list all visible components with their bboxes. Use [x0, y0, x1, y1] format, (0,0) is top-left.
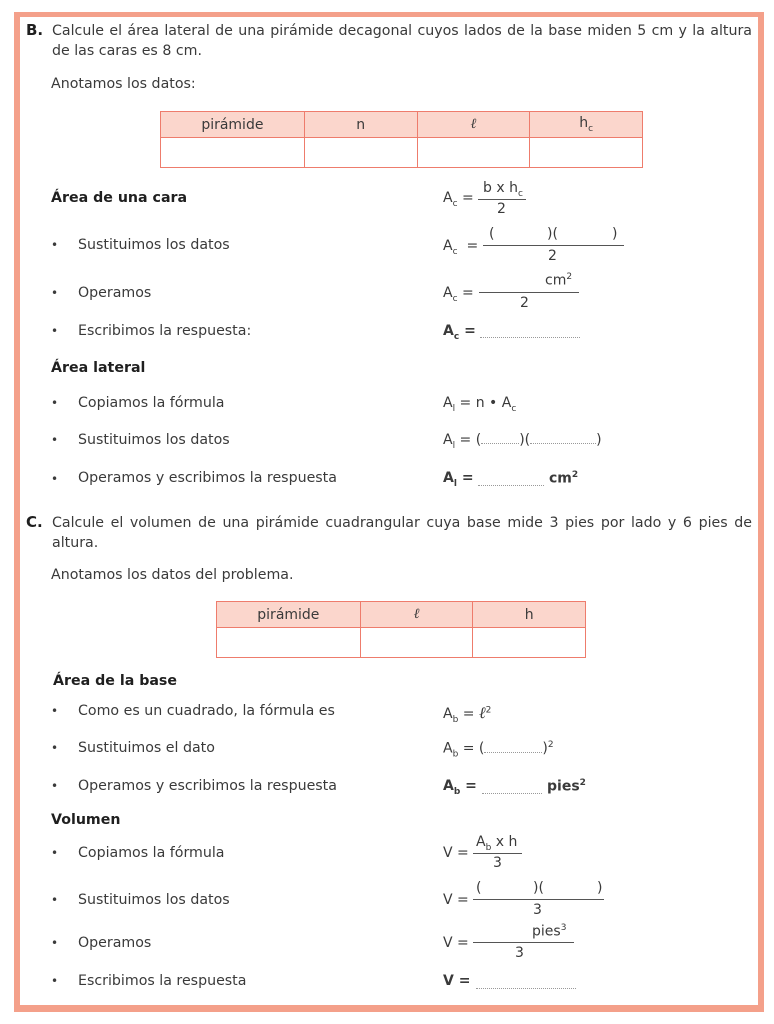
answer-ab: $A_b$ =: [443, 778, 477, 797]
blank-n[interactable]: [481, 432, 519, 444]
substitution-al: $A_l$ = ( )( ): [443, 432, 602, 451]
question-c-intro: Anotamos los datos del problema.: [51, 567, 294, 583]
step-label: Sustituimos el dato: [78, 740, 215, 756]
heading-area-lateral: Área lateral: [51, 360, 146, 376]
col-header-piramide: pirámide: [161, 112, 305, 138]
step-lhs: $A_c$ =: [443, 285, 474, 304]
bullet: •: [51, 741, 59, 755]
bullet: •: [51, 974, 59, 988]
paren-mid: )(: [547, 226, 558, 242]
fraction-bar: [479, 292, 579, 293]
question-b-letter: B.: [26, 21, 44, 39]
step-label: Operamos: [78, 285, 152, 301]
table-row: [161, 138, 643, 168]
heading-volumen: Volumen: [51, 812, 121, 828]
bullet: •: [51, 704, 59, 718]
col-header-piramide: pirámide: [217, 602, 361, 628]
answer-blank[interactable]: [478, 474, 544, 486]
bullet: •: [51, 396, 59, 410]
col-header-lado: ℓ: [360, 602, 473, 628]
col-header-lado: ℓ: [417, 112, 530, 138]
cell-lado[interactable]: [360, 628, 473, 658]
heading-area-base: Área de la base: [53, 673, 178, 689]
step-lhs: V =: [443, 935, 469, 951]
bullet: •: [51, 433, 59, 447]
paren-mid: )(: [533, 880, 544, 896]
bullet: •: [51, 472, 59, 486]
step-label: Operamos y escribimos la respuesta: [78, 470, 337, 486]
col-header-h: h: [473, 602, 586, 628]
cell-lado[interactable]: [417, 138, 530, 168]
cell-piramide[interactable]: [217, 628, 361, 658]
paren-open: (: [489, 226, 495, 242]
bullet: •: [51, 893, 59, 907]
denominator: 2: [548, 248, 557, 264]
formula-ac-denominator: 2: [497, 201, 506, 217]
bullet: •: [51, 936, 59, 950]
blank-lado[interactable]: [484, 741, 542, 753]
data-table-c: [216, 601, 586, 658]
blank-ac[interactable]: [530, 432, 596, 444]
fraction-bar: [473, 853, 522, 854]
col-header-hc: $h_c$: [530, 112, 643, 138]
answer-blank[interactable]: [480, 326, 580, 338]
formula-ac: $A_c$ =: [443, 190, 474, 209]
fraction-bar: [483, 245, 624, 246]
answer-al: $A_l$ =: [443, 470, 474, 489]
step-label: Escribimos la respuesta:: [78, 323, 252, 339]
unit-cm2: $cm^2$: [545, 272, 573, 289]
step-label: Sustituimos los datos: [78, 892, 230, 908]
answer-blank[interactable]: [482, 782, 542, 794]
step-label: Escribimos la respuesta: [78, 973, 247, 989]
step-label: Sustituimos los datos: [78, 237, 230, 253]
step-label: Operamos y escribimos la respuesta: [78, 778, 337, 794]
cell-piramide[interactable]: [161, 138, 305, 168]
question-c-prompt: Calcule el volumen de una pirámide cuadrangular cuya base mide 3 pies por lado y 6 pies de altura.: [52, 515, 752, 551]
denominator: 3: [493, 855, 502, 871]
step-label: Copiamos la fórmula: [78, 395, 225, 411]
substitution-ab: $A_b$ = ( )$^2$: [443, 740, 554, 760]
heading-area-cara: Área de una cara: [51, 190, 188, 206]
formula-al: $A_l = n$ • $A_c$: [443, 395, 517, 414]
paren-close: ): [612, 226, 618, 242]
question-b-intro: Anotamos los datos:: [51, 76, 196, 92]
answer-ac: $A_c$ =: [443, 323, 476, 342]
answer-v: V =: [443, 973, 471, 989]
fraction-bar: [478, 199, 526, 200]
formula-ab: $A_b$ = ℓ$^2$: [443, 703, 492, 725]
question-b-prompt: Calcule el área lateral de una pirámide decagonal cuyos lados de la base miden 5 cm y la altura de las caras es 8 cm.: [52, 23, 752, 59]
col-header-n: n: [304, 112, 417, 138]
question-c-letter: C.: [26, 513, 43, 531]
step-label: Como es un cuadrado, la fórmula es: [78, 703, 335, 719]
formula-ac-numerator: b x $h_c$: [483, 180, 523, 199]
formula-v: V =: [443, 845, 469, 861]
bullet: •: [51, 324, 59, 338]
answer-blank[interactable]: [476, 977, 576, 989]
cell-hc[interactable]: [530, 138, 643, 168]
table-header-row: [161, 112, 643, 138]
paren-open: (: [476, 880, 482, 896]
bullet: •: [51, 238, 59, 252]
bullet: •: [51, 779, 59, 793]
unit-pies3: pies$^3$: [532, 923, 567, 940]
fraction-bar: [473, 942, 574, 943]
step-lhs: $A_c$ =: [443, 238, 479, 257]
step-label: Sustituimos los datos: [78, 432, 230, 448]
data-table-b: [160, 111, 643, 168]
denominator: 3: [533, 902, 542, 918]
fraction-bar: [473, 899, 604, 900]
step-label: Copiamos la fórmula: [78, 845, 225, 861]
cell-h[interactable]: [473, 628, 586, 658]
denominator: 2: [520, 295, 529, 311]
step-label: Operamos: [78, 935, 152, 951]
cell-n[interactable]: [304, 138, 417, 168]
paren-close: ): [597, 880, 603, 896]
step-lhs: V =: [443, 892, 469, 908]
table-row: [217, 628, 586, 658]
bullet: •: [51, 846, 59, 860]
unit-pies2: pies$^2$: [547, 778, 586, 795]
formula-v-numerator: $A_b$ x h: [476, 834, 518, 853]
unit-cm2: $cm^2$: [549, 470, 579, 487]
denominator: 3: [515, 945, 524, 961]
bullet: •: [51, 286, 59, 300]
table-header-row: [217, 602, 586, 628]
